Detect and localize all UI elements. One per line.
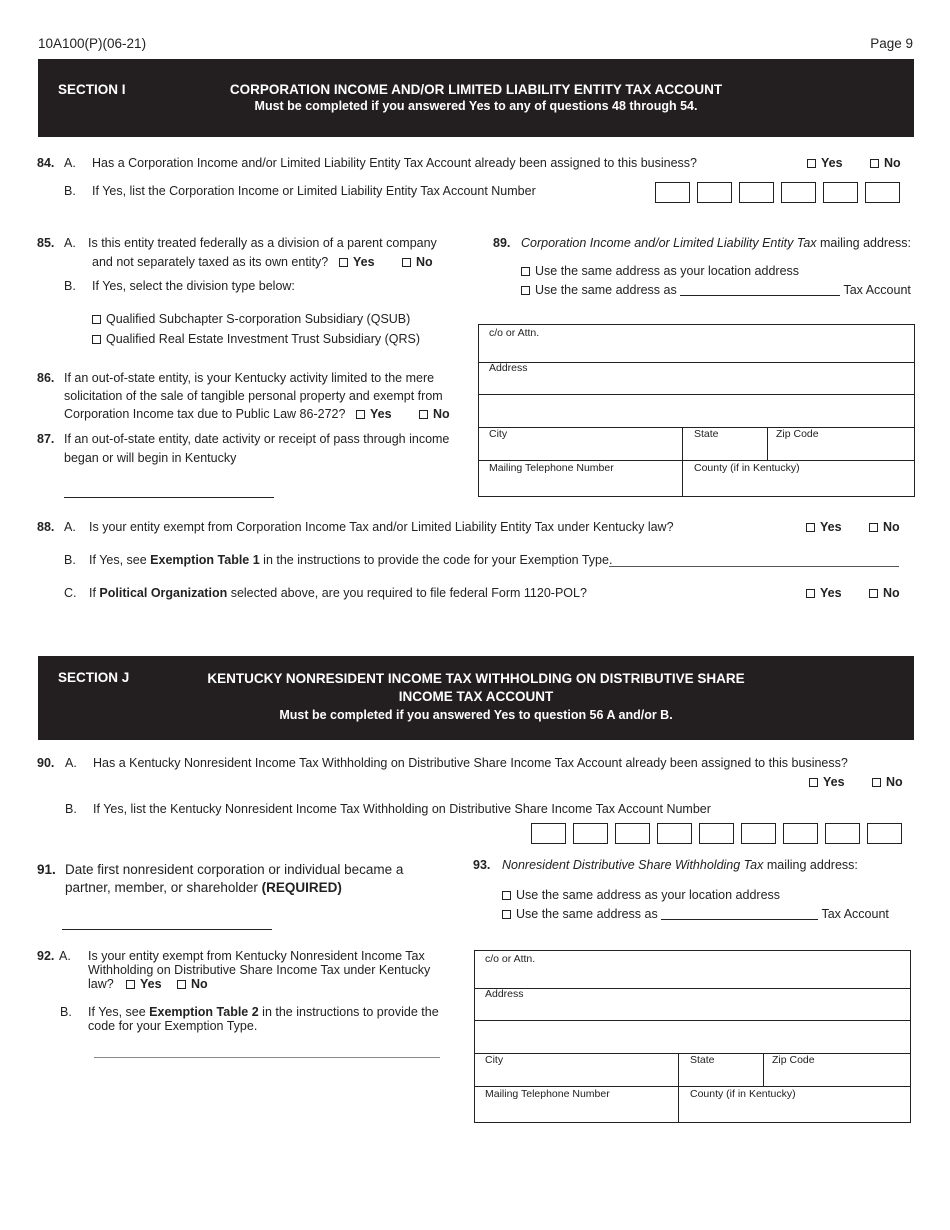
q88-a-text: Is your entity exempt from Corporation Income Tax and/or Limited Liability Entity Tax under Kentucky law? [89,520,674,534]
q93-account-blank[interactable] [661,919,818,920]
phone-label: Mailing Telephone Number [489,462,614,474]
city-label: City [489,428,508,440]
section-j-title [38,670,914,724]
q88-exemption-code-line[interactable] [609,566,899,567]
q87-line2-row [64,451,236,465]
q86-yes[interactable] [356,407,392,421]
q85-a-line1: Is this entity treated federally as a division of a parent company [88,236,437,250]
section-j-title-line1: KENTUCKY NONRESIDENT INCOME TAX WITHHOLDING ON DISTRIBUTIVE SHARE [207,671,745,686]
section-i-subtitle: Must be completed if you answered Yes to any of questions 48 through 54. [254,99,698,113]
q90-a-yes[interactable] [809,775,845,789]
q85-a-yes[interactable] [339,255,375,269]
q86-line2-row [64,389,443,403]
q90-b-letter: B. [65,802,77,816]
q92-a-no[interactable] [177,977,208,991]
checkbox-icon[interactable] [177,980,186,989]
q88-b [64,553,613,567]
q92-a-line3-row [88,977,114,991]
checkbox-icon[interactable] [356,410,365,419]
q92-a-letter: A. [59,949,71,963]
no-label: No [884,156,901,170]
zip-label: Zip Code [772,1054,815,1066]
address-label: Address [485,988,524,1000]
q93-option-same-as[interactable] [502,907,889,921]
q84-b-text: If Yes, list the Corporation Income or Limited Liability Entity Tax Account Number [92,184,536,198]
q90-account-digit[interactable] [615,823,650,844]
section-i-banner [38,59,914,137]
section-j-title-line2: INCOME TAX ACCOUNT [398,689,554,704]
yes-label: Yes [140,977,162,991]
q85-a-no[interactable] [402,255,433,269]
q84-a-yes[interactable] [807,156,843,170]
phone-label: Mailing Telephone Number [485,1088,610,1100]
checkbox-icon[interactable] [419,410,428,419]
yes-label: Yes [353,255,375,269]
q90-a-text: Has a Kentucky Nonresident Income Tax Withholding on Distributive Share Income Tax Account already been assigned to this business? [93,756,848,770]
q89-option-same-as[interactable] [521,283,911,297]
q89-address-box [478,324,915,497]
checkbox-icon[interactable] [402,258,411,267]
q93-option-same-as-label: Use the same address as [516,907,658,921]
q90-b-text: If Yes, list the Kentucky Nonresident Income Tax Withholding on Distributive Share Income Tax Account Number [93,802,711,816]
q91-line1: Date first nonresident corporation or individual became a [65,862,404,877]
q88-a-no[interactable] [869,520,900,534]
q85-a [37,236,437,250]
q84-account-digit[interactable] [697,182,732,203]
yes-label: Yes [821,156,843,170]
q89-title-rest: mailing address: [816,236,912,250]
q91-line2-pre: partner, member, or shareholder [65,880,262,895]
yes-label: Yes [820,586,842,600]
q84-b-letter: B. [64,184,76,198]
q89-option-same-location[interactable] [521,264,799,278]
q92-a-line2: Withholding on Distributive Share Income Tax under Kentucky [88,963,431,977]
no-label: No [886,775,903,789]
q88-b-post: in the instructions to provide the code for your Exemption Type. [259,553,613,567]
section-j-label: SECTION J [58,670,130,685]
section-i-title-text: CORPORATION INCOME AND/OR LIMITED LIABILITY ENTITY TAX ACCOUNT [229,82,723,97]
section-j-subtitle: Must be completed if you answered Yes to question 56 A and/or B. [279,708,673,722]
q85-option-qrs[interactable] [92,332,420,346]
q92-a-line3: law? [88,977,114,991]
q92-number: 92. [37,949,55,963]
q88-number: 88. [37,520,55,534]
zip-label: Zip Code [776,428,819,440]
q88-a-yes[interactable] [806,520,842,534]
q84-a [37,156,697,170]
q90-b [65,802,711,816]
yes-label: Yes [820,520,842,534]
q88-c-yes[interactable] [806,586,842,600]
q90-a-no[interactable] [872,775,903,789]
q87-date-line[interactable] [64,497,274,498]
q92-b-line2-row [88,1019,257,1033]
q90-account-digit[interactable] [573,823,608,844]
q92-exemption-code-line[interactable] [94,1057,440,1058]
city-label: City [485,1054,504,1066]
q90-a [37,756,848,770]
q90-account-digit[interactable] [867,823,902,844]
tax-account-label: Tax Account [843,283,911,297]
q93-option-same-location-label: Use the same address as your location address [516,888,781,902]
checkbox-icon[interactable] [870,159,879,168]
q93-address-box [474,950,911,1123]
checkbox-icon[interactable] [807,159,816,168]
q93-title-rest: mailing address: [763,858,858,872]
attn-label: c/o or Attn. [489,327,540,339]
q86-line3-row [64,407,345,421]
no-label: No [883,586,900,600]
checkbox-icon[interactable] [521,267,530,276]
q84-a-letter: A. [64,156,76,170]
q85-option-qsub-label: Qualified Subchapter S-corporation Subsidiary (QSUB) [106,312,411,326]
q92-a-yes[interactable] [126,977,162,991]
q88-b-bold: Exemption Table 1 [150,553,260,567]
q92-b-pre: If Yes, see [88,1005,150,1019]
q87-line1: If an out-of-state entity, date activity or receipt of pass through income [64,432,450,446]
attn-label: c/o or Attn. [485,953,536,965]
q87-line2: began or will begin in Kentucky [64,451,237,465]
q84-account-digit[interactable] [823,182,858,203]
q90-account-digit[interactable] [741,823,776,844]
section-i-title [38,81,914,115]
q90-number: 90. [37,756,55,770]
q88-c [64,586,587,600]
yes-label: Yes [370,407,392,421]
checkbox-icon[interactable] [126,980,135,989]
q84-account-digit[interactable] [865,182,900,203]
form-code: 10A100(P)(06-21) [38,36,147,51]
no-label: No [433,407,450,421]
q90-account-digit[interactable] [783,823,818,844]
q86 [37,371,435,385]
checkbox-icon[interactable] [339,258,348,267]
checkbox-icon[interactable] [502,891,511,900]
q90-account-digit[interactable] [531,823,566,844]
q88-a-letter: A. [64,520,76,534]
q85-option-qrs-label: Qualified Real Estate Investment Trust Subsidiary (QRS) [106,332,421,346]
section-j-banner [38,656,914,740]
q91 [37,862,404,877]
q92-b-post: in the instructions to provide the [258,1005,439,1019]
q85-option-qsub[interactable] [92,312,410,326]
q88-c-no[interactable] [869,586,900,600]
q90-account-digit[interactable] [825,823,860,844]
q88-c-bold: Political Organization [99,586,228,600]
no-label: No [191,977,208,991]
q84-account-digit[interactable] [655,182,690,203]
q86-line2: solicitation of the sale of tangible personal property and exempt from [64,389,443,403]
section-i-label: SECTION I [58,82,126,97]
tax-account-label: Tax Account [821,907,889,921]
q84-a-no[interactable] [870,156,901,170]
checkbox-icon[interactable] [92,335,101,344]
q87 [37,432,450,446]
q92-b-bold: Exemption Table 2 [149,1005,259,1019]
q89-title-italic: Corporation Income and/or Limited Liability Entity Tax [521,236,817,250]
q89-account-blank[interactable] [680,295,840,296]
q90-account-digit[interactable] [699,823,734,844]
checkbox-icon[interactable] [809,778,818,787]
q92-a-line1: Is your entity exempt from Kentucky Nonresident Income Tax [88,949,425,963]
q93-title-italic: Nonresident Distributive Share Withholding Tax [502,858,764,872]
checkbox-icon[interactable] [521,286,530,295]
q88-c-post: selected above, are you required to file federal Form 1120-POL? [227,586,587,600]
q90-account-digit[interactable] [657,823,692,844]
q85-b-text: If Yes, select the division type below: [92,279,295,293]
checkbox-icon[interactable] [872,778,881,787]
checkbox-icon[interactable] [869,523,878,532]
q92-b-letter: B. [60,1005,72,1019]
q88-b-letter: B. [64,553,76,567]
q89-number: 89. [493,236,511,250]
checkbox-icon[interactable] [92,315,101,324]
q91-date-line[interactable] [62,929,272,930]
checkbox-icon[interactable] [806,523,815,532]
q84-number: 84. [37,156,55,170]
checkbox-icon[interactable] [502,910,511,919]
yes-label: Yes [823,775,845,789]
state-label: State [694,428,719,440]
q85-a-letter: A. [64,236,76,250]
q91-number: 91. [37,862,56,877]
q93-number: 93. [473,858,491,872]
checkbox-icon[interactable] [806,589,815,598]
q91-line2-bold: (REQUIRED) [261,880,342,895]
q84-account-digit[interactable] [781,182,816,203]
q89-title [493,236,912,250]
q92-b [60,1005,439,1019]
q92-a-line2-row [88,963,430,977]
q85-a-line2-row [92,255,328,269]
q92-a [37,949,425,963]
q85-b-letter: B. [64,279,76,293]
address-label: Address [489,362,528,374]
q88-c-letter: C. [64,586,77,600]
q88-c-pre: If [89,586,100,600]
q92-b-line2: code for your Exemption Type. [88,1019,258,1033]
q91-line2-row [65,880,342,895]
q86-line3: Corporation Income tax due to Public Law 86-272? [64,407,346,421]
page-number: Page 9 [870,36,913,51]
no-label: No [883,520,900,534]
q88-b-pre: If Yes, see [89,553,151,567]
q93-option-same-location[interactable] [502,888,780,902]
q93-title [473,858,858,872]
q84-b [64,184,536,198]
q88-a [37,520,674,534]
q86-no[interactable] [419,407,450,421]
q84-a-text: Has a Corporation Income and/or Limited Liability Entity Tax Account already been assigned to this business? [92,156,697,170]
county-label: County (if in Kentucky) [694,462,800,474]
county-label: County (if in Kentucky) [690,1088,796,1100]
state-label: State [690,1054,715,1066]
q84-account-digit[interactable] [739,182,774,203]
q86-line1: If an out-of-state entity, is your Kentucky activity limited to the mere [64,371,435,385]
no-label: No [416,255,433,269]
q85-b [64,279,295,293]
q85-number: 85. [37,236,55,250]
q89-option-same-as-label: Use the same address as [535,283,677,297]
checkbox-icon[interactable] [869,589,878,598]
q86-number: 86. [37,371,55,385]
q85-a-line2: and not separately taxed as its own entity? [92,255,329,269]
q90-a-letter: A. [65,756,77,770]
q89-option-same-location-label: Use the same address as your location address [535,264,800,278]
q87-number: 87. [37,432,55,446]
